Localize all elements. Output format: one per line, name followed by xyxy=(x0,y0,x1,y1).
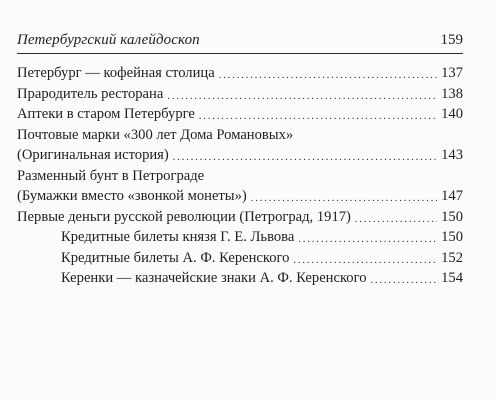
toc-entry xyxy=(17,104,463,125)
toc-entry-title: Кредитные билеты А. Ф. Керенского xyxy=(61,249,290,266)
toc-entry xyxy=(17,166,463,207)
toc-subentry xyxy=(17,268,463,289)
dot-leader xyxy=(355,214,437,226)
toc-entry-page: 143 xyxy=(441,147,463,163)
dot-leader xyxy=(298,234,437,246)
toc-entry-title: Керенки — казначейские знаки А. Ф. Керенского xyxy=(61,270,367,286)
toc-entry-page: 137 xyxy=(441,65,463,81)
toc-subentry xyxy=(17,227,463,248)
toc-entry-title: Почтовые марки «300 лет Дома Романовых» xyxy=(17,126,294,143)
toc-entry xyxy=(17,125,463,166)
toc-entry xyxy=(17,207,463,228)
toc-line xyxy=(61,268,463,289)
dot-leader xyxy=(293,255,437,267)
toc-entry-page: 147 xyxy=(441,188,463,204)
toc-line xyxy=(17,125,463,146)
toc-subentry xyxy=(17,248,463,269)
toc-entry xyxy=(17,63,463,84)
running-header-title: Петербургский калейдоскоп xyxy=(17,32,200,48)
toc-entry-page: 138 xyxy=(441,85,463,102)
toc-line xyxy=(61,248,463,269)
dot-leader xyxy=(251,193,437,205)
toc-entry-title: Разменный бунт в Петрограде xyxy=(17,167,205,184)
toc-entry-title: Прародитель ресторана xyxy=(17,85,164,102)
toc-entry-page: 150 xyxy=(441,229,463,245)
dot-leader xyxy=(199,111,437,123)
toc-entry-title: Кредитные билеты князя Г. Е. Львова xyxy=(61,229,295,245)
toc-entry-title: Аптеки в старом Петербурге xyxy=(17,106,195,122)
toc-line xyxy=(17,186,463,207)
toc-line xyxy=(17,84,463,105)
page-number: 159 xyxy=(440,32,463,48)
toc-entry-page: 140 xyxy=(441,106,463,122)
toc-line xyxy=(17,166,463,187)
dot-leader xyxy=(219,70,437,82)
dot-leader xyxy=(167,91,437,103)
toc-entry-title: Первые деньги русской революции (Петроград, 1917) xyxy=(17,208,351,225)
toc-entry-subtitle: (Бумажки вместо «звонкой монеты») xyxy=(17,188,247,204)
toc-line xyxy=(61,227,463,248)
toc-entry-subtitle: (Оригинальная история) xyxy=(17,147,169,163)
table-of-contents xyxy=(17,63,463,289)
toc-entry-page: 152 xyxy=(441,249,463,266)
toc-entry xyxy=(17,84,463,105)
toc-line xyxy=(17,104,463,125)
toc-line xyxy=(17,145,463,166)
dot-leader xyxy=(371,275,438,287)
running-header xyxy=(17,28,463,54)
toc-line xyxy=(17,63,463,84)
toc-entry-page: 154 xyxy=(441,270,463,286)
toc-entry-page: 150 xyxy=(441,208,463,225)
toc-line xyxy=(17,207,463,228)
toc-entry-title: Петербург — кофейная столица xyxy=(17,65,215,81)
dot-leader xyxy=(173,152,437,164)
